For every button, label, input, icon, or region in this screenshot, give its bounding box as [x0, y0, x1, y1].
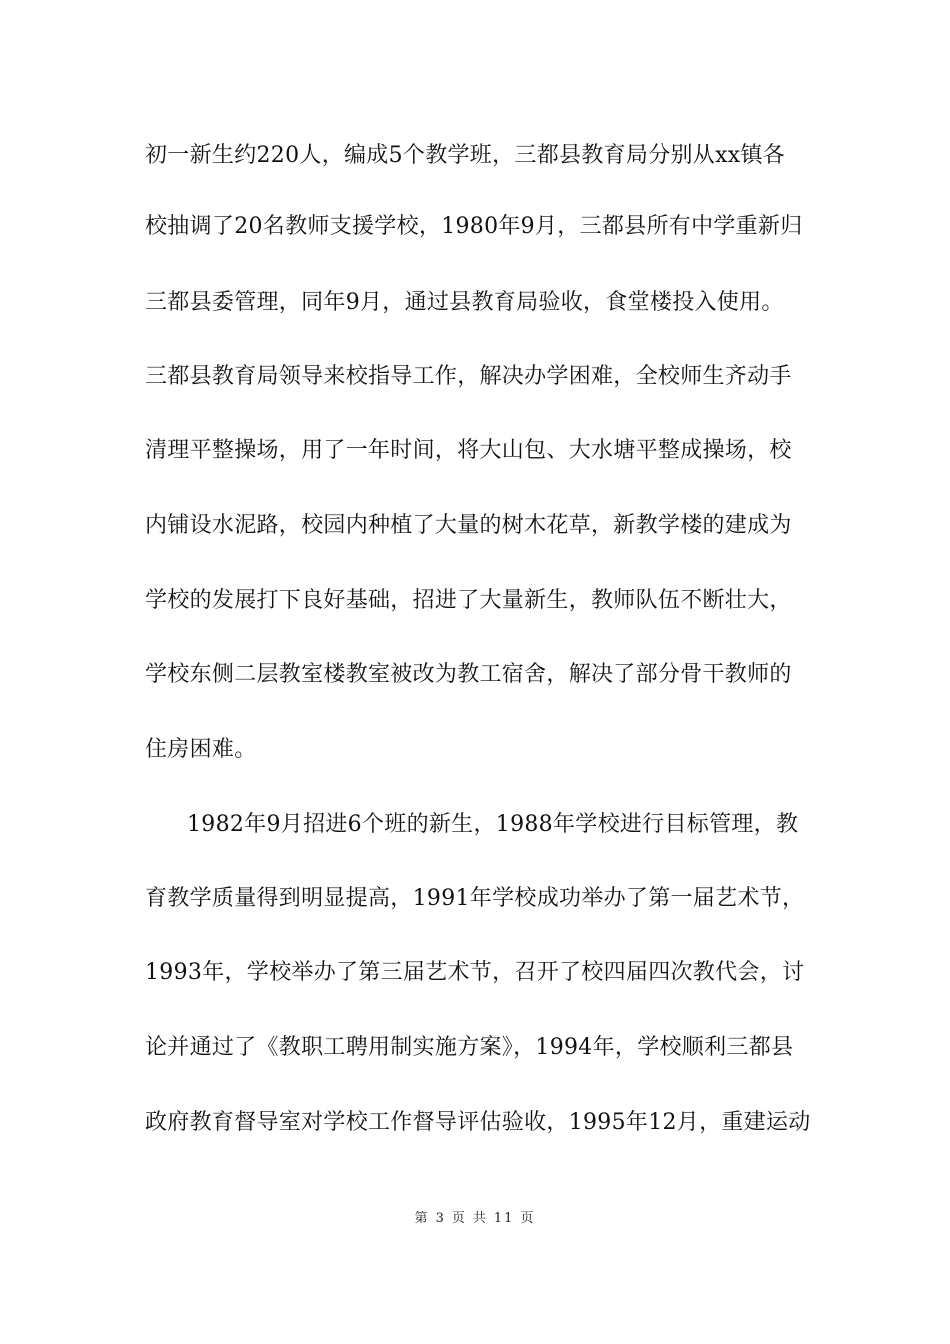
- paragraph-2-line-4: 论并通过了《教职工聘用制实施方案》，1994年，学校顺利三都县: [145, 1035, 794, 1060]
- paragraph-1-line-8: 学校东侧二层教室楼教室被改为教工宿舍，解决了部分骨干教师的: [145, 662, 792, 687]
- footer-total-pages: 11: [493, 1211, 515, 1226]
- paragraph-2-line-2: 育教学质量得到明显提高，1991年学校成功举办了第一届艺术节，: [145, 886, 805, 911]
- footer-current-page: 3: [435, 1211, 446, 1226]
- footer-total-unit: 页: [520, 1211, 536, 1226]
- paragraph-2-line-5: 政府教育督导室对学校工作督导评估验收，1995年12月，重建运动: [145, 1110, 811, 1135]
- page-footer: [0, 1207, 950, 1226]
- paragraph-1-line-2: 校抽调了20名教师支援学校，1980年9月，三都县所有中学重新归: [145, 214, 803, 239]
- paragraph-1-line-1: 初一新生约220人，编成5个教学班，三都县教育局分别从xx镇各: [145, 143, 786, 168]
- paragraph-2-line-1: 1982年9月招进6个班的新生，1988年学校进行目标管理，教: [187, 812, 799, 837]
- footer-page-unit: 页: [451, 1211, 467, 1226]
- paragraph-2-line-3: 1993年，学校举办了第三届艺术节，召开了校四届四次教代会，讨: [145, 960, 805, 985]
- paragraph-1-line-6: 内铺设水泥路，校园内种植了大量的树木花草，新教学楼的建成为: [145, 513, 792, 538]
- footer-prefix: 第: [414, 1211, 430, 1226]
- paragraph-1-line-3: 三都县委管理，同年9月，通过县教育局验收，食堂楼投入使用。: [145, 290, 784, 315]
- footer-total-prefix: 共: [472, 1211, 488, 1226]
- paragraph-1-line-9: 住房困难。: [145, 737, 257, 762]
- paragraph-1-line-5: 清理平整操场，用了一年时间，将大山包、大水塘平整成操场，校: [145, 438, 792, 463]
- paragraph-1-line-7: 学校的发展打下良好基础，招进了大量新生，教师队伍不断壮大，: [145, 588, 792, 613]
- paragraph-1-line-4: 三都县教育局领导来校指导工作，解决办学困难，全校师生齐动手: [145, 364, 792, 389]
